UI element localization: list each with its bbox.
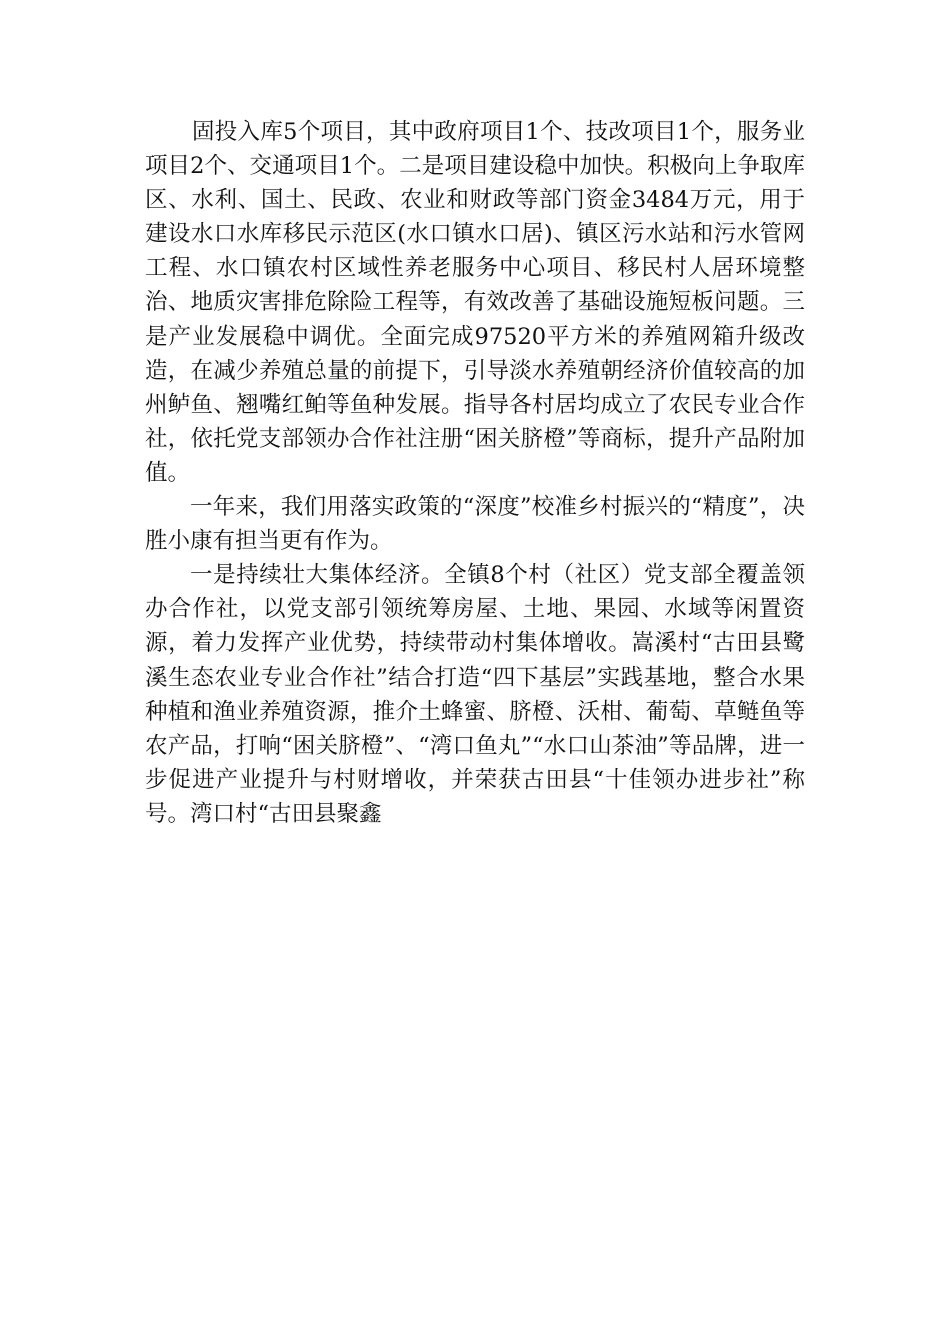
document-body xyxy=(145,115,805,831)
paragraph-year-summary: 一年来，我们用落实政策的“深度”校准乡村振兴的“精度”，决胜小康有担当更有作为。 xyxy=(145,494,805,555)
paragraph-project-progress: 固投入库5个项目，其中政府项目1个、技改项目1个，服务业项目2个、交通项目1个。二是项目建设稳中加快。积极向上争取库区、水利、国土、民政、农业和财政等部门资金3484万元，用于建设水口水库移民示范区(水口镇水口居)、镇区污水站和污水管网工程、水口镇农村区域性养老服务中心项目、移民村人居环境整治、地质灾害排危除险工程等，有效改善了基础设施短板问题。三是产业发展稳中调优。全面完成97520平方米的养殖网箱升级改造，在减少养殖总量的前提下，引导淡水养殖朝经济价值较高的加州鲈鱼、翘嘴红鲌等鱼种发展。指导各村居均成立了农民专业合作社，依托党支部领办合作社注册“困关脐橙”等商标，提升产品附加值。 xyxy=(145,119,805,486)
paragraph-collective-economy: 一是持续壮大集体经济。全镇8个村（社区）党支部全覆盖领办合作社，以党支部引领统筹房屋、土地、果园、水域等闲置资源，着力发挥产业优势，持续带动村集体增收。嵩溪村“古田县鹭溪生态农业专业合作社”结合打造“四下基层”实践基地，整合水果种植和渔业养殖资源，推介土蜂蜜、脐橙、沃柑、葡萄、草鲢鱼等农产品，打响“困关脐橙”、“湾口鱼丸”“水口山茶油”等品牌，进一步促进产业提升与村财增收，并荣获古田县“十佳领办进步社”称号。湾口村“古田县聚鑫 xyxy=(145,562,805,827)
